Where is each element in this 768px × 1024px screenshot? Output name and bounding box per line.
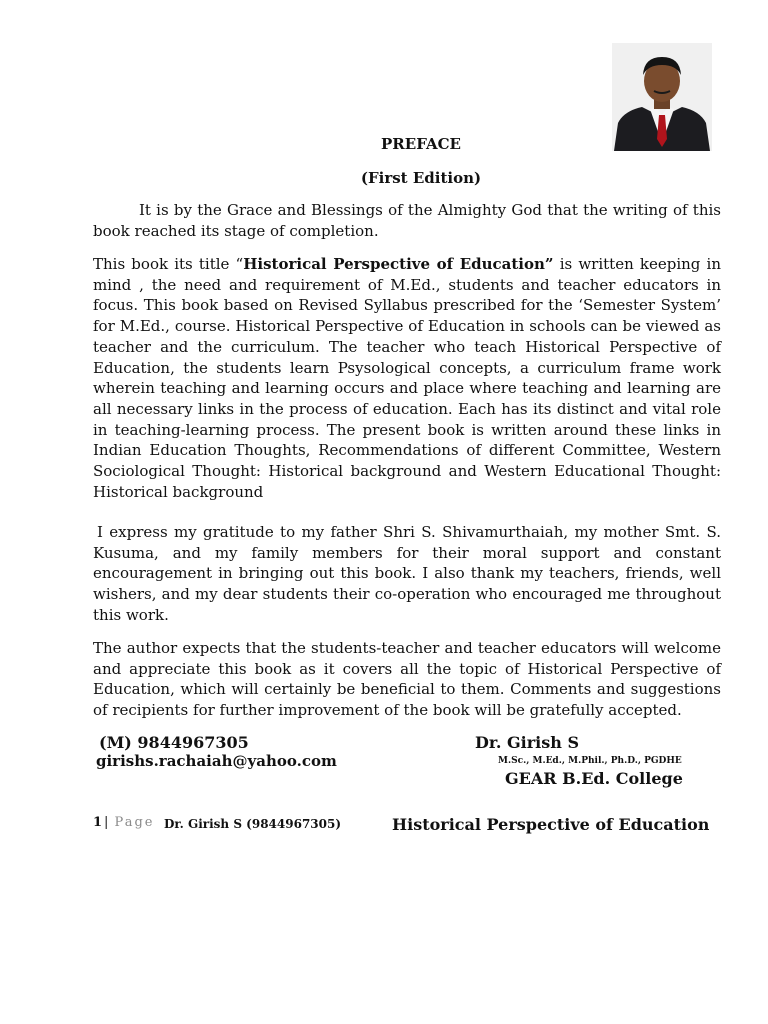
page-word: Page: [114, 815, 155, 830]
page-label: [104, 815, 154, 830]
footer-author: Dr. Girish S (9844967305): [164, 817, 342, 831]
page-title: PREFACE: [381, 135, 461, 153]
preface-paragraph-4: The author expects that the students-teacher and teacher educators will welcome and appreciate this book as it covers all the topic of Historical Perspective of Education, which will certainly be beneficial to them. Comments and suggestions of recipients for further improvement of the book will be gratefully accepted.: [93, 639, 721, 720]
footer-book-title: Historical Perspective of Education: [392, 815, 710, 834]
preface-paragraph-1: It is by the Grace and Blessings of the Almighty God that the writing of this book reached its stage of completion.: [93, 201, 721, 240]
email-address: girishs.rachaiah@yahoo.com: [96, 752, 337, 770]
paragraph-2-body: is written keeping in mind , the need and requirement of M.Ed., students and teacher educators in focus. This book based on Revised Syllabus prescribed for the ‘Semester System’ for M.Ed., course. Historical Perspective of Education in schools can be viewed as teacher and the curriculum. The teacher who teach Historical Perspective of Education, the students learn Psysological concepts, a curriculum frame work wherein teaching and learning occurs and place where teaching and learning are all necessary links in the process of education. Each has its distinct and vital role in teaching-learning process. The present book is written around these links in Indian Education Thoughts, Recommendations of different Committee, Western Sociological Thought: Historical background and Western Educational Thought: Historical background: [93, 255, 721, 501]
mobile-number: (M) 9844967305: [99, 733, 249, 752]
page-separator: |: [104, 815, 109, 830]
author-name: Dr. Girish S: [475, 733, 579, 752]
book-title-emphasis: Historical Perspective of Education”: [243, 255, 554, 273]
preface-paragraph-2: [93, 254, 721, 502]
page-number: 1: [93, 815, 103, 830]
preface-paragraph-3: I express my gratitude to my father Shri S. Shivamurthaiah, my mother Smt. S. Kusuma, and my family members for their moral support and constant encouragement in bringing out this book. I also thank my teachers, friends, well wishers, and my dear students their co-operation who encouraged me throughout this work.: [93, 523, 721, 624]
author-degrees: M.Sc., M.Ed., M.Phil., Ph.D., PGDHE: [498, 756, 682, 766]
paragraph-2-lead: This book its title “: [93, 255, 244, 273]
edition-label: (First Edition): [360, 169, 482, 187]
college-name: GEAR B.Ed. College: [505, 769, 683, 788]
